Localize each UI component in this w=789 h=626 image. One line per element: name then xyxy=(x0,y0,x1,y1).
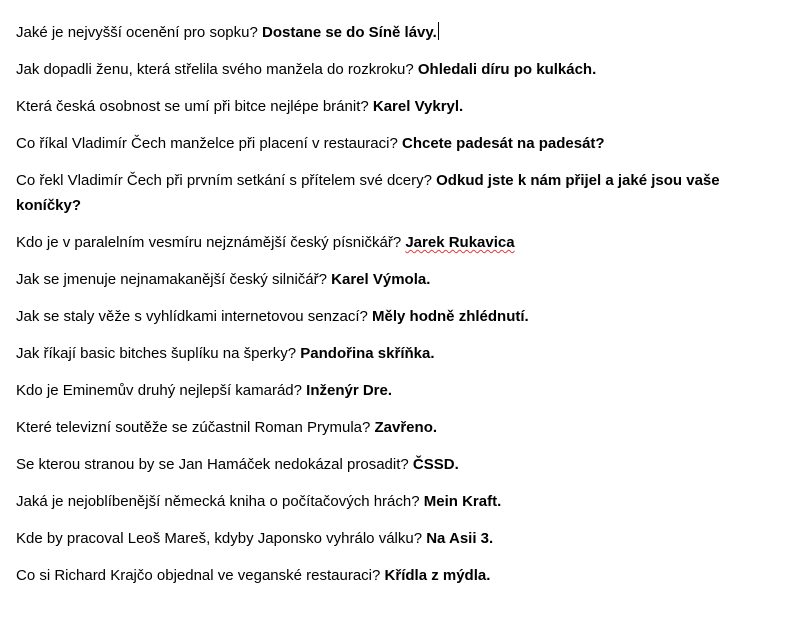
answer-text: Inženýr Dre. xyxy=(306,382,393,399)
paragraph-6[interactable] xyxy=(16,230,776,255)
text-cursor xyxy=(438,22,439,40)
answer-text: Dostane se do Síně lávy. xyxy=(261,24,437,41)
paragraph-13[interactable] xyxy=(16,489,776,514)
paragraph-10[interactable] xyxy=(16,378,776,403)
answer-text: Chcete padesát na padesát? xyxy=(402,135,605,152)
answer-text: Zavřeno. xyxy=(374,419,438,436)
answer-text: Pandořina skříňka. xyxy=(300,345,435,362)
answer-text: Karel Vykryl. xyxy=(372,98,464,115)
answer-text: Karel Výmola. xyxy=(331,271,431,288)
paragraph-4[interactable] xyxy=(16,131,776,156)
answer-text: Na Asii 3. xyxy=(426,530,494,547)
answer-text: Ohledali díru po kulkách. xyxy=(417,61,597,78)
question-text: Co říkal Vladimír Čech manželce při placení v restauraci? xyxy=(16,135,402,152)
question-text: Co si Richard Krajčo objednal ve veganské restauraci? xyxy=(16,567,385,584)
question-text: Se kterou stranou by se Jan Hamáček nedokázal prosadit? xyxy=(16,456,413,473)
answer-text: Křídla z mýdla. xyxy=(384,567,491,584)
paragraph-3[interactable] xyxy=(16,94,776,119)
question-text: Která česká osobnost se umí při bitce nejlépe bránit? xyxy=(16,98,373,115)
question-text: Jak dopadli ženu, která střelila svého manžela do rozkroku? xyxy=(16,61,418,78)
question-text: Jaká je nejoblíbenější německá kniha o počítačových hrách? xyxy=(16,493,424,510)
answer-text: Jarek Rukavica xyxy=(405,234,515,251)
question-text: Co řekl Vladimír Čech při prvním setkání s přítelem své dcery? xyxy=(16,172,437,189)
paragraph-15[interactable] xyxy=(16,563,776,588)
paragraph-11[interactable] xyxy=(16,415,776,440)
answer-text: Odkud jste k nám přijel a jaké jsou vaše koníčky? xyxy=(16,172,720,214)
question-text: Kdo je v paralelním vesmíru nejznámější český písničkář? xyxy=(16,234,406,251)
question-text: Kde by pracoval Leoš Mareš, kdyby Japonsko vyhrálo válku? xyxy=(16,530,427,547)
answer-text: Mein Kraft. xyxy=(423,493,502,510)
paragraph-8[interactable] xyxy=(16,304,776,329)
paragraph-14[interactable] xyxy=(16,526,776,551)
paragraph-5[interactable] xyxy=(16,168,776,218)
answer-text: ČSSD. xyxy=(412,456,459,473)
question-text: Jak se jmenuje nejnamakanější český silničář? xyxy=(16,271,332,288)
question-text: Jaké je nejvyšší ocenění pro sopku? xyxy=(16,24,262,41)
question-text: Jak říkají basic bitches šuplíku na šperky? xyxy=(16,345,301,362)
answer-text: Měly hodně zhlédnutí. xyxy=(372,308,529,325)
paragraph-1[interactable] xyxy=(16,20,776,45)
question-text: Které televizní soutěže se zúčastnil Roman Prymula? xyxy=(16,419,375,436)
question-text: Kdo je Eminemův druhý nejlepší kamarád? xyxy=(16,382,307,399)
paragraph-2[interactable] xyxy=(16,57,776,82)
paragraph-7[interactable] xyxy=(16,267,776,292)
question-text: Jak se staly věže s vyhlídkami internetovou senzací? xyxy=(16,308,373,325)
paragraph-12[interactable] xyxy=(16,452,776,477)
paragraph-9[interactable] xyxy=(16,341,776,366)
